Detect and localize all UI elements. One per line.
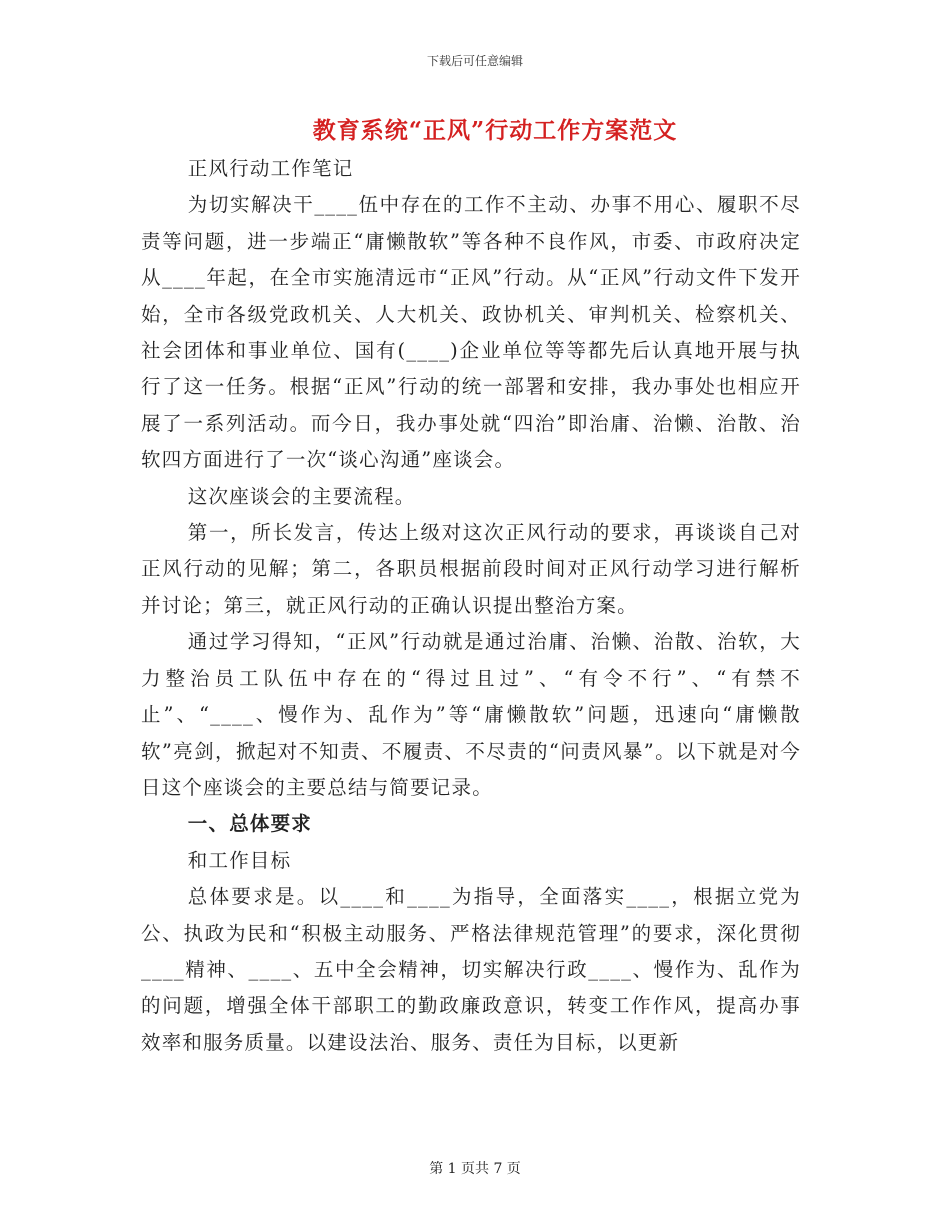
header-note: 下载后可任意编辑 xyxy=(426,54,523,68)
paragraph-intro: 为切实解决干____伍中存在的工作不主动、办事不用心、履职不尽责等问题，进一步端正“庸懒散软”等各种不良作风，市委、市政府决定从____年起，在全市实施清远市“正风”行动。从“正风”行动文件下发开始，全市各级党政机关、人大机关、政协机关、审判机关、检察机关、社会团体和事业单位、国有(____)企业单位等等都先后认真地开展与执行了这一任务。根据“正风”行动的统一部署和安排，我办事处也相应开展了一系列活动。而今日，我办事处就“四治”即治庸、治懒、治散、治软四方面进行了一次“谈心沟通”座谈会。 xyxy=(141,193,801,472)
paragraph-requirements: 总体要求是。以____和____为指导，全面落实____，根据立党为公、执政为民和“积极主动服务、严格法律规范管理”的要求，深化贯彻____精神、____、五中全会精神，切实解决行政____、慢作为、乱作为的问题，增强全体干部职工的勤政廉政意识，转变工作作风，提高办事效率和服务质量。以建设法治、服务、责任为目标，以更新 xyxy=(141,885,801,1054)
paragraph-learning: 通过学习得知，“正风”行动就是通过治庸、治懒、治散、治软，大力整治员工队伍中存在的“得过且过”、“有令不行”、“有禁不止”、“____、慢作为、乱作为”等“庸懒散软”问题，迅速向“庸懒散软”亮剑，掀起对不知责、不履责、不尽责的“问责风暴”。以下就是对今日这个座谈会的主要总结与简要记录。 xyxy=(141,630,801,799)
document-body xyxy=(141,151,801,1061)
page-number: 第 1 页共 7 页 xyxy=(429,1161,521,1177)
paragraph-subtitle: 正风行动工作笔记 xyxy=(187,157,354,180)
paragraph-process-intro: 这次座谈会的主要流程。 xyxy=(187,484,416,508)
document-title: 教育系统“正风”行动工作方案范文 xyxy=(312,117,678,144)
section-heading: 一、总体要求 xyxy=(187,812,312,836)
paragraph-process-steps: 第一，所长发言，传达上级对这次正风行动的要求，再谈谈自己对正风行动的见解；第二，各职员根据前段时间对正风行动学习进行解析并讨论；第三，就正风行动的正确认识提出整治方案。 xyxy=(141,521,801,617)
paragraph-section-subtitle: 和工作目标 xyxy=(187,848,292,872)
